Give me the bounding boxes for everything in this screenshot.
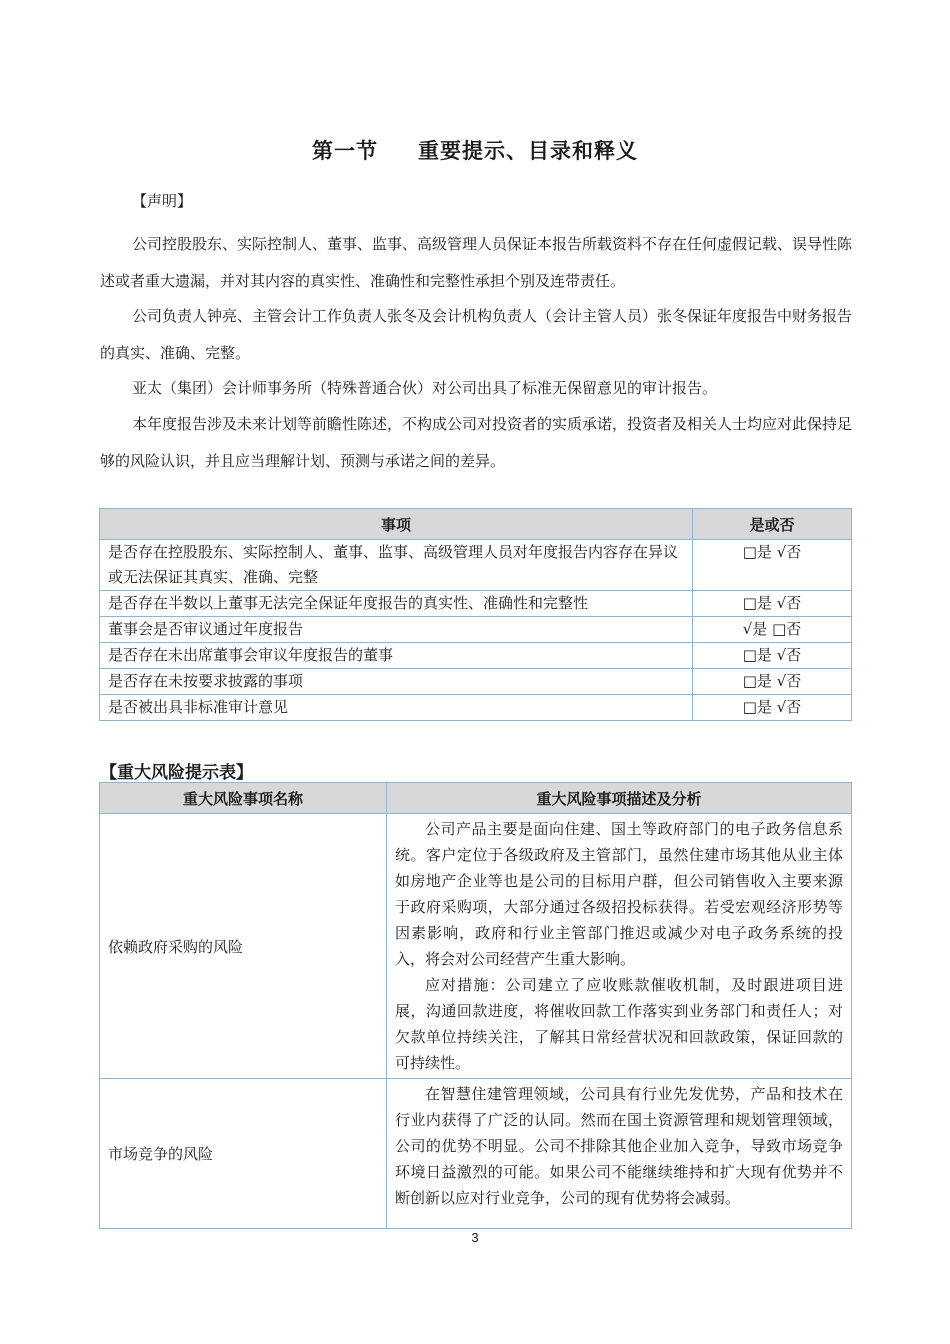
table-row bbox=[100, 540, 852, 591]
paragraph: 亚太（集团）会计师事务所（特殊普通合伙）对公司出具了标准无保留意见的审计报告。 bbox=[132, 379, 718, 397]
matters-table bbox=[99, 508, 852, 721]
matter-item: 是否存在未按要求披露的事项 bbox=[100, 669, 693, 695]
page-number: 3 bbox=[471, 1230, 479, 1245]
matter-item: 是否存在半数以上董事无法完全保证年度报告的真实性、准确性和完整性 bbox=[100, 591, 693, 617]
table-row bbox=[100, 591, 852, 617]
paragraph: 公司负责人钟亮、主管会计工作负责人张冬及会计机构负责人（会计主管人员）张冬保证年度报告中财务报告的真实、准确、完整。 bbox=[100, 307, 853, 362]
table-row bbox=[100, 669, 852, 695]
table-header: 重大风险事项名称 bbox=[100, 783, 387, 814]
matter-answer: □是 √否 bbox=[693, 643, 852, 669]
table-header: 重大风险事项描述及分析 bbox=[387, 783, 852, 814]
risk-table-heading: 【重大风险提示表】 bbox=[100, 763, 253, 783]
matter-item: 董事会是否审议通过年度报告 bbox=[100, 617, 693, 643]
matter-answer: □是 √否 bbox=[693, 591, 852, 617]
table-header: 是或否 bbox=[693, 509, 852, 540]
risk-paragraph: 在智慧住建管理领域，公司具有行业先发优势，产品和技术在行业内获得了广泛的认同。然而在国土资源管理和规划管理领域，公司的优势不明显。公司不排除其他企业加入竞争，导致市场竞争环境日益激烈的可能。如果公司不能继续维持和扩大现有优势并不断创新以应对行业竞争，公司的现有优势将会减弱。 bbox=[395, 1085, 843, 1207]
table-header: 事项 bbox=[100, 509, 693, 540]
table-row bbox=[100, 643, 852, 669]
table-row bbox=[100, 617, 852, 643]
risk-name: 依赖政府采购的风险 bbox=[100, 814, 387, 1079]
risk-name: 市场竞争的风险 bbox=[100, 1079, 387, 1229]
risk-description bbox=[387, 814, 852, 1079]
risk-paragraph: 应对措施：公司建立了应收账款催收机制，及时跟进项目进展，沟通回款进度，将催收回款工作落实到业务部门和责任人；对欠款单位持续关注，了解其日常经营状况和回款政策，保证回款的可持续性。 bbox=[395, 976, 843, 1072]
table-header-row bbox=[100, 783, 852, 814]
matter-answer: □是 √否 bbox=[693, 669, 852, 695]
matter-item: 是否存在未出席董事会审议年度报告的董事 bbox=[100, 643, 693, 669]
matter-answer: □是 √否 bbox=[693, 540, 852, 591]
matter-answer: □是 √否 bbox=[693, 695, 852, 721]
paragraph: 本年度报告涉及未来计划等前瞻性陈述，不构成公司对投资者的实质承诺，投资者及相关人士均应对此保持足够的风险认识，并且应当理解计划、预测与承诺之间的差异。 bbox=[100, 415, 853, 470]
matter-item: 是否存在控股股东、实际控制人、董事、监事、高级管理人员对年度报告内容存在异议或无法保证其真实、准确、完整 bbox=[100, 540, 693, 591]
risk-paragraph: 公司产品主要是面向住建、国土等政府部门的电子政务信息系统。客户定位于各级政府及主管部门，虽然住建市场其他从业主体如房地产企业等也是公司的目标用户群，但公司销售收入主要来源于政府采购项，大部分通过各级招投标获得。若受宏观经济形势等因素影响，政府和行业主管部门推迟或减少对电子政务系统的投入，将会对公司经营产生重大影响。 bbox=[395, 820, 843, 968]
table-header-row bbox=[100, 509, 852, 540]
table-row bbox=[100, 695, 852, 721]
matter-item: 是否被出具非标准审计意见 bbox=[100, 695, 693, 721]
risk-description bbox=[387, 1079, 852, 1229]
paragraph: 公司控股股东、实际控制人、董事、监事、高级管理人员保证本报告所载资料不存在任何虚假记载、误导性陈述或者重大遗漏，并对其内容的真实性、准确性和完整性承担个别及连带责任。 bbox=[100, 235, 853, 290]
section-number: 第一节 bbox=[312, 139, 378, 163]
risk-table bbox=[99, 782, 852, 1229]
declaration-label: 【声明】 bbox=[132, 192, 193, 210]
table-row bbox=[100, 814, 852, 1079]
matter-answer: √是 □否 bbox=[693, 617, 852, 643]
table-row bbox=[100, 1079, 852, 1229]
section-title bbox=[0, 135, 950, 165]
section-name: 重要提示、目录和释义 bbox=[418, 139, 638, 163]
